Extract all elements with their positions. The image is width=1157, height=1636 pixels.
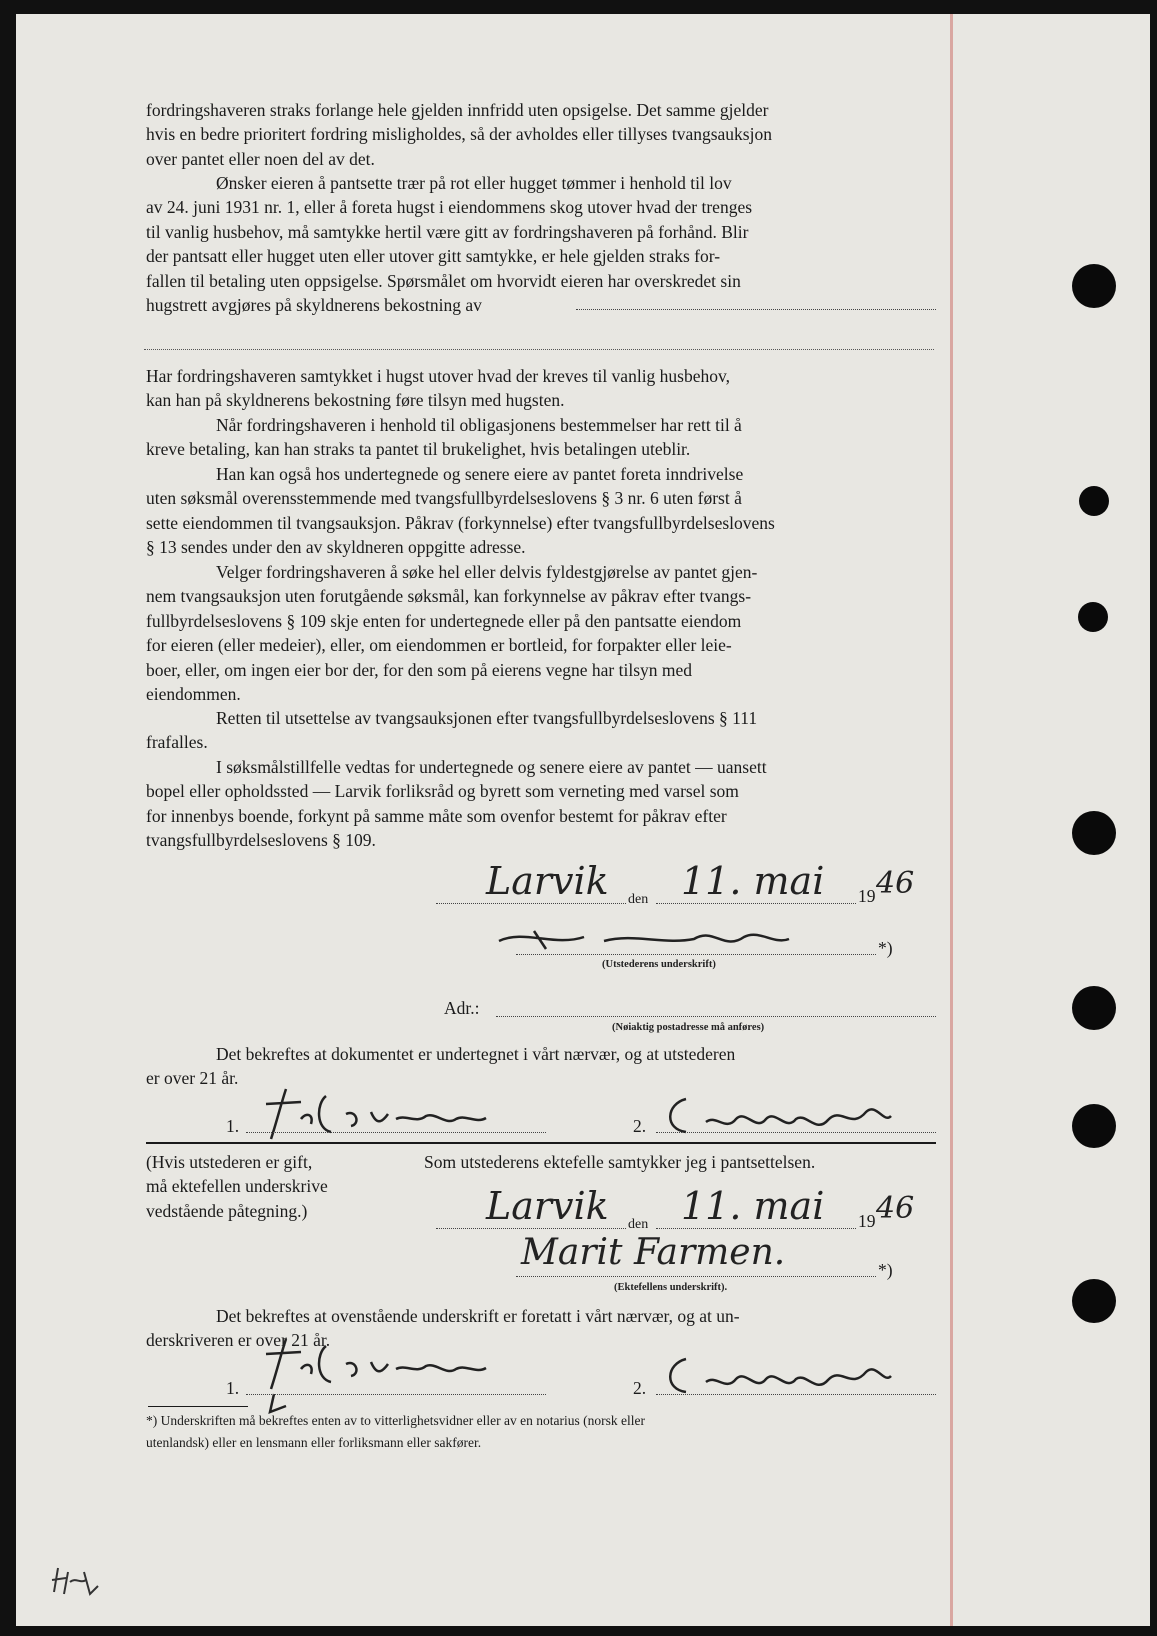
witness-1-label: 1. [226, 1116, 240, 1136]
address-label: Adr.: [444, 998, 480, 1018]
date-line [656, 903, 856, 904]
witness-1-line [246, 1132, 546, 1133]
document-page [16, 14, 1150, 1626]
den-label: den [628, 892, 649, 907]
witness-2a-line [246, 1394, 546, 1395]
issuer-signature-line [516, 954, 876, 955]
year-prefix: 19 [858, 886, 876, 906]
issuer-signature-caption: (Utstederens underskrift) [602, 959, 716, 970]
witness-2-signature [656, 1094, 896, 1144]
place-handwritten: Larvik [486, 859, 609, 903]
punch-hole-icon [1072, 1279, 1116, 1323]
margin-initials-mark [46, 1562, 106, 1602]
spouse-date-line [656, 1228, 856, 1229]
witness-statement: Det bekreftes at dokumentet er undertegnet i vårt nærvær, og at utstederen er over 21 år. [146, 1044, 736, 1089]
spouse-asterisk-mark: *) [878, 1260, 893, 1280]
dotted-fill-line [144, 349, 934, 350]
spouse-note: (Hvis utstederen er gift, må ektefellen underskrive vedstående påtegning.) [146, 1152, 328, 1221]
footnote: *) Underskriften må bekreftes enten av to vitterlighetsvidner eller av en notarius (norsk eller utenlandsk) eller en lensmann eller forliksmann eller sakfører. [146, 1413, 645, 1450]
spouse-place-handwritten: Larvik [486, 1184, 609, 1228]
issuer-signature [494, 919, 794, 959]
asterisk-mark: *) [878, 938, 893, 958]
paragraph-collection: Han kan også hos undertegnede og senere eiere av pantet foreta inndrivelse uten søksmål overensstemmende med tvangsfullbyrdelseslovens § 3 nr. 6 uten først å sette eiendommen til tvangsauksjon. Påkrav (forkynnelse) efter tvangsfullbyrdelseslovens § 13 sendes under den av skyldneren oppgitte adresse. [146, 464, 775, 558]
witness-2-line [656, 1132, 936, 1133]
witness-2b-line [656, 1394, 936, 1395]
witness-2b-label: 2. [633, 1378, 647, 1398]
spouse-signature-line [516, 1276, 876, 1277]
dotted-fill-line [576, 309, 936, 310]
punch-hole-icon [1072, 264, 1116, 308]
spouse-place-line [436, 1228, 626, 1229]
punch-hole-icon [1079, 486, 1109, 516]
spouse-signature: Marit Farmen. [521, 1232, 786, 1273]
paragraph-payment: Når fordringshaveren i henhold til obligasjonens bestemmelser har rett til å kreve betaling, kan han straks ta pantet til brukelighet, hvis betalingen uteblir. [146, 415, 742, 460]
place-line [436, 903, 626, 904]
date-handwritten: 11. mai [681, 859, 825, 903]
spouse-year-handwritten: 46 [876, 1191, 915, 1226]
witness-2b-signature [656, 1354, 896, 1404]
paragraph-consent: Har fordringshaveren samtykket i hugst utover hvad der kreves til vanlig husbehov, kan han på skyldnerens bekostning føre tilsyn med hugsten. [146, 366, 730, 411]
paragraph-timber: Ønsker eieren å pantsette trær på rot eller hugget tømmer i henhold til lov av 24. juni 1931 nr. 1, eller å foreta hugst i eiendommens skog utover hvad der trenges til vanlig husbehov, må samtykke hertil være gitt av fordringshaveren på forhånd. Blir der pantsatt eller hugget uten eller utover gitt samtykke, er hele gjelden straks for- fallen til betaling uten oppsigelse. Spørsmålet om hvorvidt eieren har overskredet sin hugstrett avgjøres på skyldnerens bekostning av [146, 173, 753, 316]
punch-hole-icon [1072, 811, 1116, 855]
witness-2a-label: 1. [226, 1378, 240, 1398]
paragraph-postponement: Retten til utsettelse av tvangsauksjonen efter tvangsfullbyrdelseslovens § 111 frafalles. [146, 708, 758, 753]
spouse-signature-caption: (Ektefellens underskrift). [614, 1282, 728, 1293]
margin-rule [950, 14, 953, 1626]
year-handwritten: 46 [876, 866, 915, 901]
address-line [496, 1016, 936, 1017]
paragraph-venue: I søksmålstillfelle vedtas for undertegnede og senere eiere av pantet — uansett bopel eller opholdssted — Larvik forliksråd og byrett som verneting med varsel som for innenbys boende, forkynt på samme måte som ovenfor bestemt for påkrav efter tvangsfullbyrdelseslovens § 109. [146, 757, 767, 851]
spouse-date-handwritten: 11. mai [681, 1184, 825, 1228]
witness-2a-signature [256, 1334, 516, 1414]
witness-1-signature [256, 1084, 496, 1144]
punch-hole-icon [1072, 986, 1116, 1030]
punch-hole-icon [1078, 602, 1108, 632]
spouse-consent-text: Som utstederens ektefelle samtykker jeg i pantsettelsen. [424, 1152, 816, 1172]
witness-2-statement: Det bekreftes at ovenstående underskrift er foretatt i vårt nærvær, og at un- derskriveren er over 21 år. [146, 1306, 740, 1351]
address-caption: (Nøiaktig postadresse må anføres) [612, 1022, 765, 1033]
paragraph-auction: Velger fordringshaveren å søke hel eller delvis fyldestgjørelse av pantet gjen- nem tvangsauksjon uten forutgående søksmål, kan forkynnelse av påkrav efter tvangs- fullbyrdelseslovens § 109 skje enten for undertegnede eller på den pantsatte eiendom for eieren (eller medeier), eller, om eiendommen er bortleid, for forpakter eller leie- boer, eller, om ingen eier bor der, for den som på eierens vegne har tilsyn med eiendommen. [146, 562, 758, 705]
section-divider [146, 1142, 936, 1144]
witness-2-label: 2. [633, 1116, 647, 1136]
spouse-year-prefix: 19 [858, 1211, 876, 1231]
punch-hole-icon [1072, 1104, 1116, 1148]
footnote-rule [148, 1406, 248, 1407]
paragraph-continuation: fordringshaveren straks forlange hele gjelden innfridd uten opsigelse. Det samme gjelder hvis en bedre prioritert fordring misligholdes, så der avholdes eller tillyses tvangsauksjon over pantet eller noen del av det. [146, 100, 772, 169]
spouse-den-label: den [628, 1217, 649, 1232]
